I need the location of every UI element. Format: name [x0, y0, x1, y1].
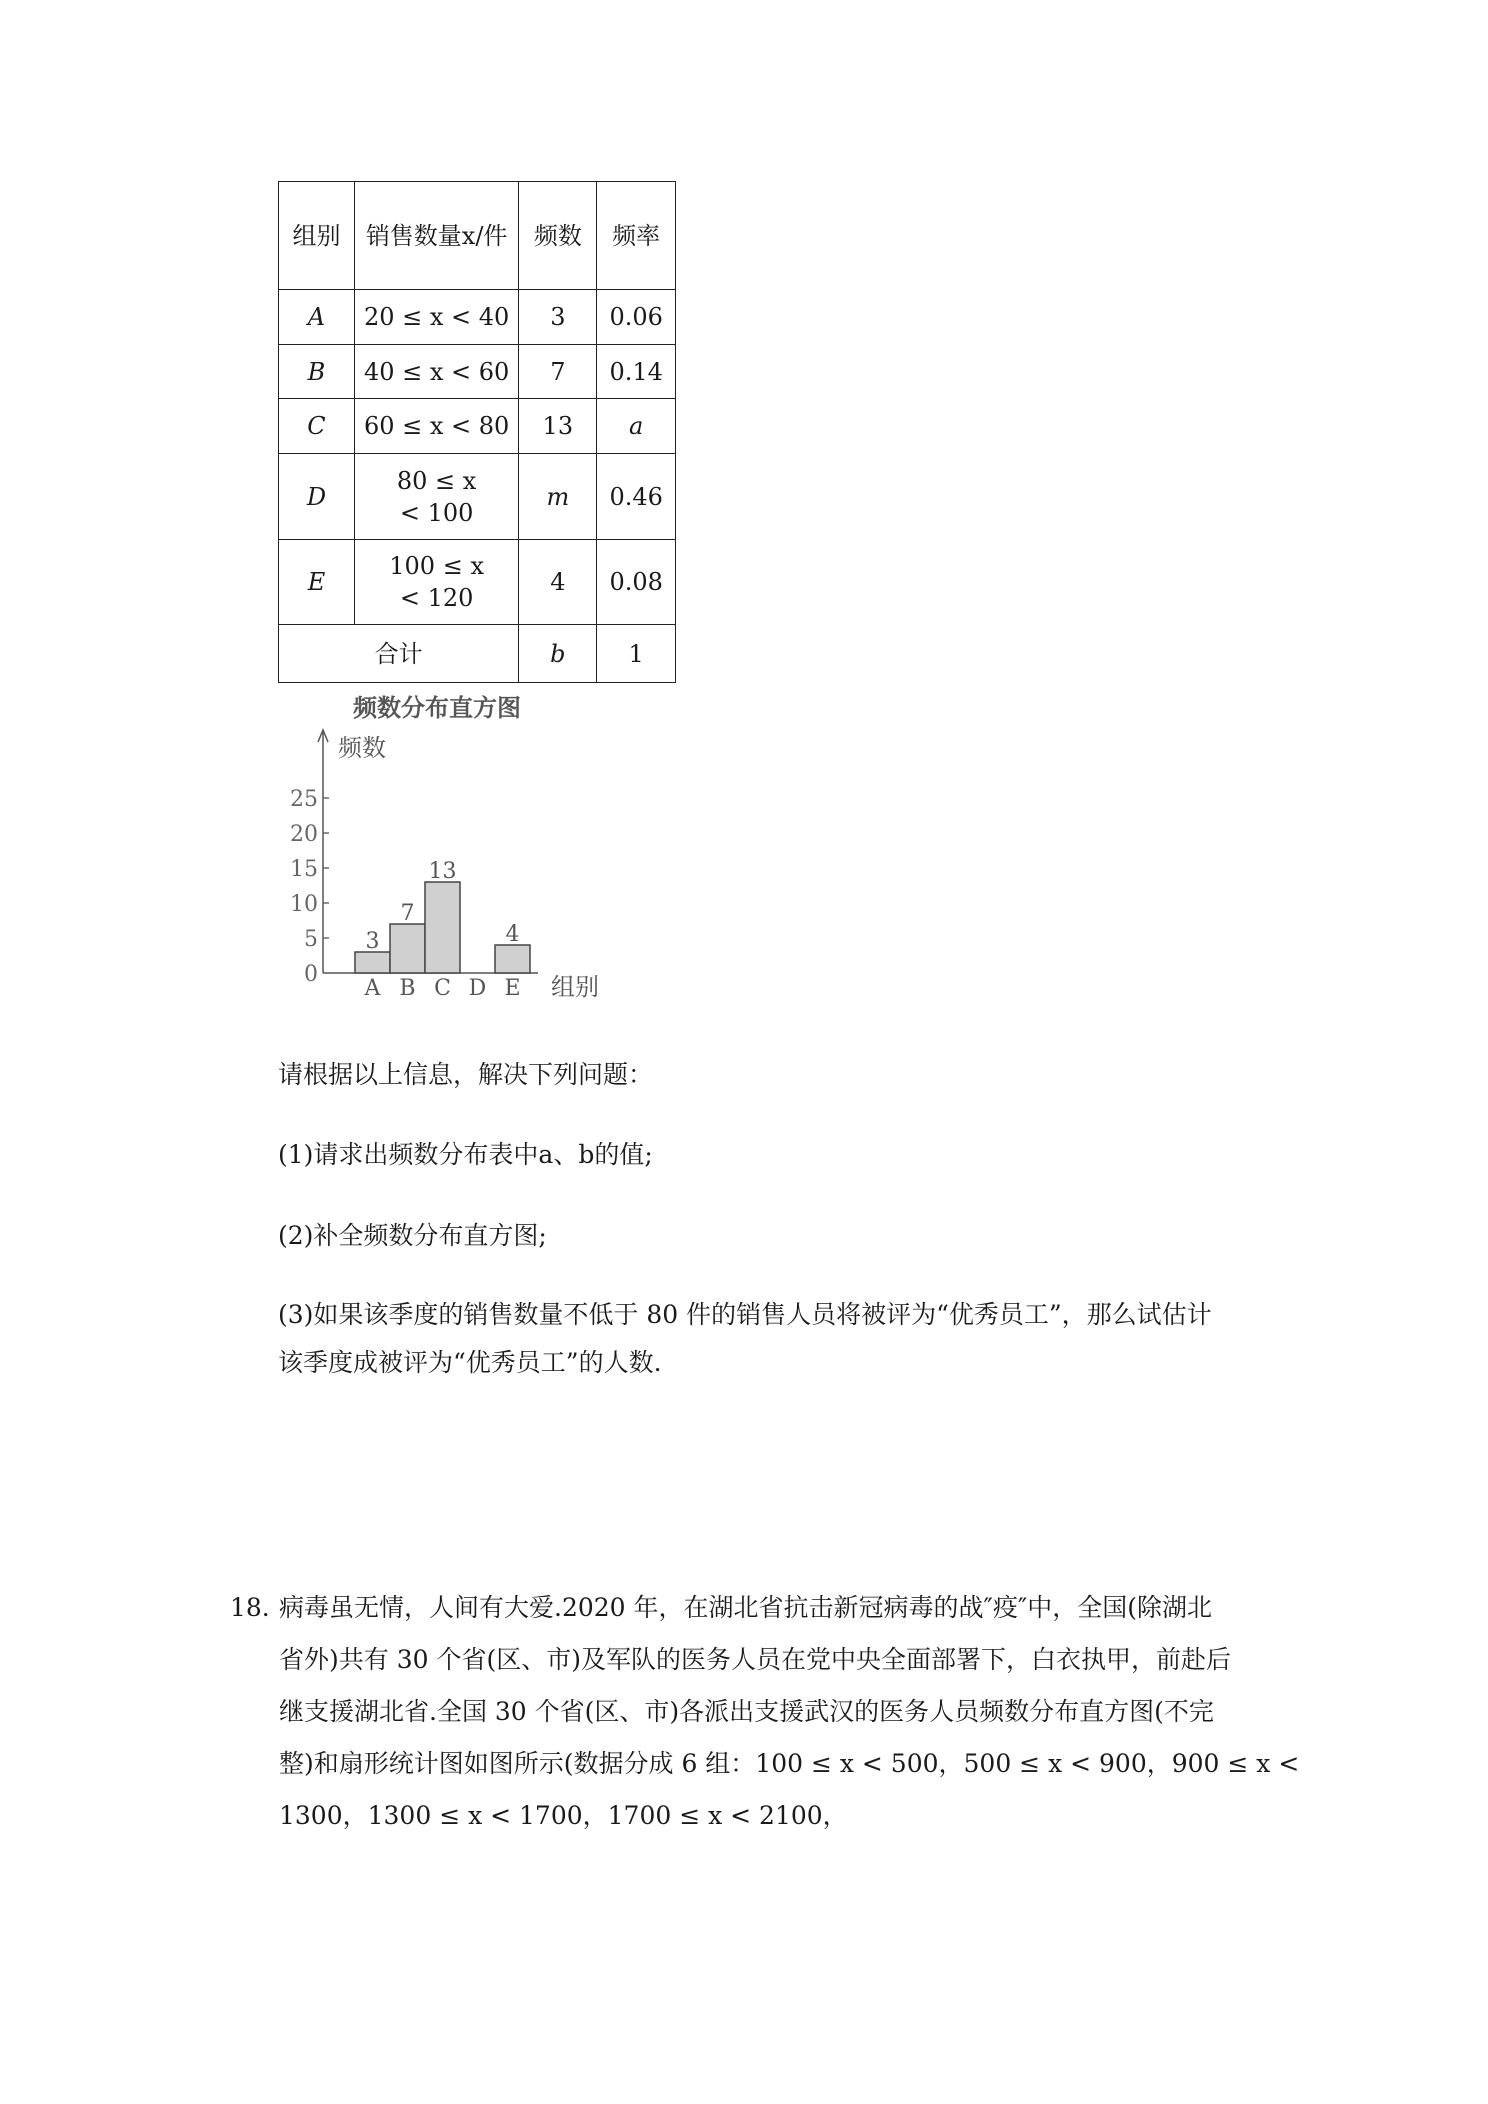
x-category-label: B — [399, 976, 416, 1001]
bar-data-label: 4 — [505, 922, 520, 947]
chart-y-axis-label: 频数 — [338, 734, 386, 762]
cell-count: 13 — [519, 399, 597, 454]
cell-count: m — [519, 454, 597, 540]
cell-group: C — [279, 399, 355, 454]
cell-freq: 0.46 — [597, 454, 676, 540]
cell-count: 3 — [519, 290, 597, 345]
cell-group: E — [279, 540, 355, 625]
table-row — [279, 290, 676, 345]
frequency-table — [278, 181, 676, 683]
cell-total-count: b — [519, 625, 597, 683]
cell-total-label: 合计 — [279, 625, 519, 683]
y-tick-label: 15 — [290, 857, 318, 882]
cell-range: 60 ≤ x < 80 — [354, 399, 518, 454]
cell-freq: 0.08 — [597, 540, 676, 625]
bar-data-label: 13 — [428, 859, 457, 884]
cell-range: 20 ≤ x < 40 — [354, 290, 518, 345]
problem17-intro: 请根据以上信息，解决下列问题： — [278, 1060, 654, 1089]
table-total-row — [279, 625, 676, 683]
cell-count: 7 — [519, 345, 597, 399]
problem17-q3-line1: (3)如果该季度的销售数量不低于 80 件的销售人员将被评为“优秀员工”，那么试估计 — [278, 1300, 1212, 1329]
table-row — [279, 399, 676, 454]
problem18-number: 18. — [230, 1593, 270, 1622]
header-count: 频数 — [519, 182, 597, 290]
chart-x-axis-label: 组别 — [551, 973, 599, 1001]
chart-title: 频数分布直方图 — [353, 693, 521, 722]
problem18-line: 1300，1300 ≤ x < 1700，1700 ≤ x < 2100， — [279, 1801, 848, 1830]
x-category-label: D — [468, 976, 487, 1001]
y-tick-label: 0 — [304, 962, 318, 987]
cell-range: 40 ≤ x < 60 — [354, 345, 518, 399]
histogram-bar — [390, 924, 425, 973]
problem18-line: 省外)共有 30 个省(区、市)及军队的医务人员在党中央全面部署下，白衣执甲，前赴后 — [279, 1645, 1231, 1674]
cell-group: B — [279, 345, 355, 399]
frequency-histogram — [280, 690, 620, 1010]
histogram-bar — [425, 882, 460, 973]
x-category-label: C — [434, 976, 451, 1001]
table-row — [279, 454, 676, 540]
problem18-line: 整)和扇形统计图如图所示(数据分成 6 组：100 ≤ x < 500，500 ≤ x < 900，900 ≤ x < — [279, 1749, 1300, 1778]
y-tick-label: 25 — [290, 787, 318, 812]
header-group: 组别 — [279, 182, 355, 290]
problem18-line: 病毒虽无情，人间有大爱.2020 年，在湖北省抗击新冠病毒的战″疫″中，全国(除湖北 — [279, 1593, 1212, 1622]
cell-freq: a — [597, 399, 676, 454]
histogram-bar — [355, 952, 390, 973]
x-category-label: E — [504, 976, 521, 1001]
cell-total-freq: 1 — [597, 625, 676, 683]
table-row — [279, 540, 676, 625]
y-tick-label: 20 — [290, 822, 318, 847]
cell-range-line2: < 120 — [399, 584, 474, 612]
header-sales: 销售数量x/件 — [354, 182, 518, 290]
x-category-label: A — [364, 976, 381, 1001]
problem17-q2: (2)补全频数分布直方图; — [278, 1221, 547, 1250]
histogram-bar — [495, 945, 530, 973]
table-row — [279, 345, 676, 399]
problem18-body — [279, 1582, 1300, 1842]
cell-range-line1: 100 ≤ x — [389, 552, 484, 580]
cell-range-line2: < 100 — [399, 498, 474, 527]
bar-data-label: 3 — [365, 929, 380, 954]
cell-group: A — [279, 290, 355, 345]
cell-group: D — [279, 454, 355, 540]
cell-range-line1: 80 ≤ x — [396, 466, 477, 495]
y-tick-label: 10 — [290, 892, 318, 917]
cell-range — [354, 454, 518, 540]
y-tick-label: 5 — [304, 927, 318, 952]
cell-count: 4 — [519, 540, 597, 625]
cell-freq: 0.14 — [597, 345, 676, 399]
problem17-q1: (1)请求出频数分布表中a、b的值; — [278, 1140, 653, 1169]
bar-data-label: 7 — [400, 901, 415, 926]
table-header-row — [279, 182, 676, 290]
cell-range — [354, 540, 518, 625]
problem17-q3-line2: 该季度成被评为“优秀员工”的人数. — [278, 1348, 662, 1377]
header-freq: 频率 — [597, 182, 676, 290]
cell-freq: 0.06 — [597, 290, 676, 345]
problem18-line: 继支援湖北省.全国 30 个省(区、市)各派出支援武汉的医务人员频数分布直方图(不完 — [279, 1697, 1214, 1726]
problem18 — [230, 1582, 1300, 1842]
